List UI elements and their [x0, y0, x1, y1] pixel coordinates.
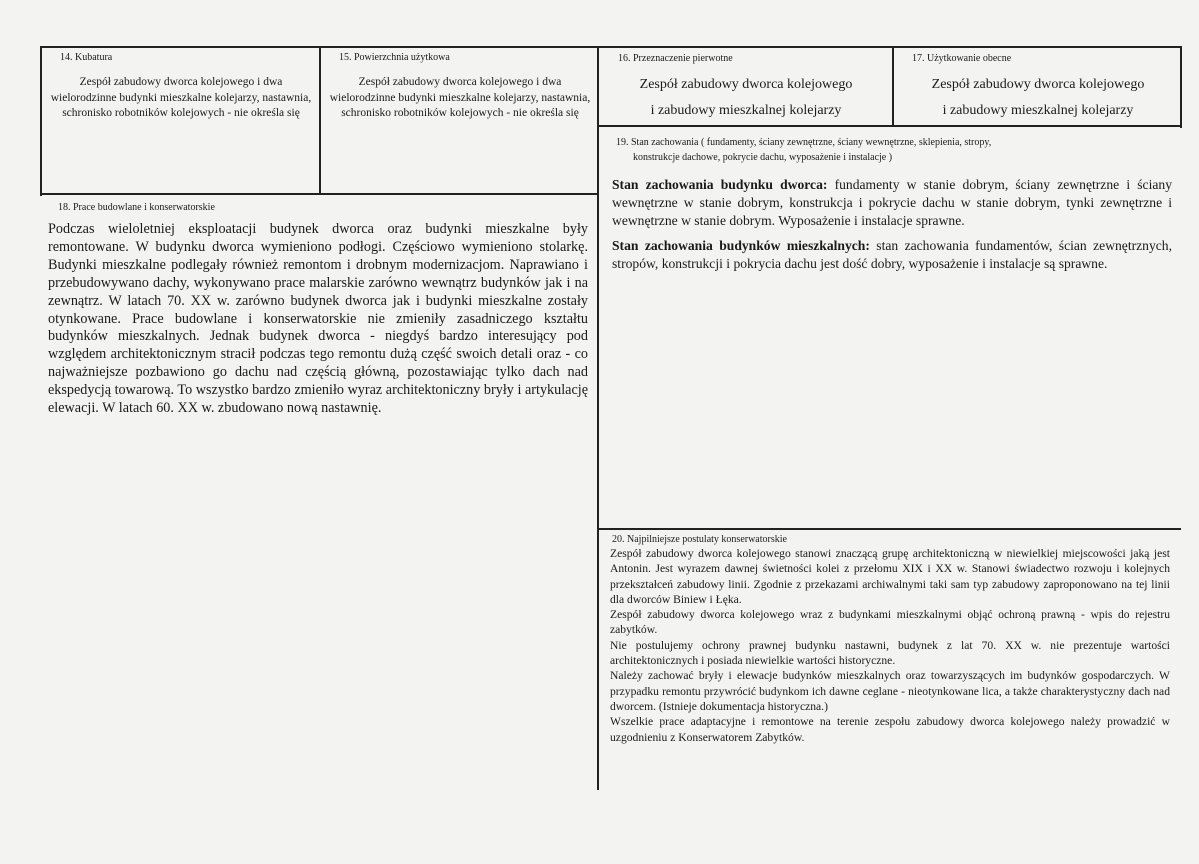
rule-col-main — [597, 46, 599, 790]
field-20-p4: Należy zachować bryły i elewacje budynków mieszkalnych oraz towarzyszących im budynków gospodarczych. W przypadku remontu przywrócić budynkom ich dawne ceglane - nieotynkowane lica, a także charakterystyczny dach nad dworcem. (Istnieje dokumentacja historyczna.) — [610, 669, 1170, 713]
field-20-text — [610, 546, 1170, 745]
rule-col-14-15 — [319, 46, 321, 195]
rule-row3-right — [598, 528, 1181, 530]
field-17-label: 17. Użytkowanie obecne — [912, 53, 1012, 64]
field-15-value: Zespół zabudowy dworca kolejowego i dwa wielorodzinne budynki mieszkalne kolejarzy, nastawnia, schronisko robotników kolejowych - nie określa się — [329, 76, 591, 119]
rule-col-16-17 — [892, 46, 894, 126]
field-19-label-line1: 19. Stan zachowania ( fundamenty, ściany zewnętrzne, ściany wewnętrzne, sklepienia, stropy, — [616, 137, 992, 148]
field-14-value: Zespół zabudowy dworca kolejowego i dwa wielorodzinne budynki mieszkalne kolejarzy, nastawnia, schronisko robotników kolejowych - nie określa się — [50, 76, 312, 119]
field-18-text: Podczas wieloletniej eksploatacji budynek dworca oraz budynki mieszkalne były remontowane. W budynku dworca wymieniono podłogi. Częściowo wymieniono stolarkę. Budynki mieszkalne podlegały również remontom i drobnym modernizacjom. Naprawiano i przebudowywano dachy, wykonywano prace malarskie zarówno wewnątrz budynków jak i na zewnątrz. W latach 70. XX w. zarówno budynek dworca jak i budynki mieszkalne zostały otynkowane. Prace budowlane i konserwatorskie nie zmieniły zasadniczego kształtu budynków mieszkalnych. Jednak budynek dworca - niegdyś bardzo interesujący pod względem architektonicznym stracił podczas tego remontu dużą część swoich detali oraz - co najważniejsze pozbawiono go dachu nad częścią główną, pozostawiając tylko dach nad ekspedycją towarową. To wszystko bardzo zmieniło wyraz architektoniczny bryły i artykulację elewacji. W latach 60. XX w. zbudowano nową nastawnię. — [48, 221, 588, 417]
field-17-value — [898, 72, 1178, 124]
field-17-line1: Zespół zabudowy dworca kolejowego — [931, 77, 1145, 92]
field-16-label: 16. Przeznaczenie pierwotne — [618, 53, 733, 64]
field-16-line1: Zespół zabudowy dworca kolejowego — [639, 77, 853, 92]
field-16-line2: i zabudowy mieszkalnej kolejarzy — [650, 103, 842, 118]
rule-right-edge — [1180, 46, 1182, 128]
rule-row1-right — [598, 125, 1181, 127]
field-20-p1: Zespół zabudowy dworca kolejowego stanowi znaczącą grupę architektoniczną w niewielkiej miejscowości jaką jest Antonin. Jest wyrazem dawnej świetności kolei z przełomu XIX i XX w. Stanowi świadectwo rozwoju i kolejnych przekształceń zabudowy linii. Zgodnie z przekazami archiwalnymi taki sam typ zabudowy zaproponowano na tej linii dla dworców Biniew i Łęka. — [610, 547, 1170, 606]
field-20-label: 20. Najpilniejsze postulaty konserwatorskie — [612, 534, 787, 545]
field-19-paragraph-housing — [612, 237, 1172, 273]
field-19-text — [612, 176, 1172, 281]
field-19-paragraph-station — [612, 176, 1172, 229]
rule-left-edge — [40, 46, 42, 196]
field-19-label-line2: konstrukcje dachowe, pokrycie dachu, wyposażenie i instalacje ) — [633, 152, 893, 163]
rule-top — [40, 46, 1181, 48]
field-19-p2-lead: Stan zachowania budynków mieszkalnych: — [612, 238, 870, 254]
field-15-label: 15. Powierzchnia użytkowa — [339, 52, 450, 63]
field-20-p2: Zespół zabudowy dworca kolejowego wraz z budynkami mieszkalnymi objąć ochroną prawną - wpis do rejestru zabytków. — [610, 608, 1170, 637]
field-16-value — [604, 72, 888, 124]
field-18-label: 18. Prace budowlane i konserwatorskie — [58, 202, 215, 213]
field-19-p1-text: fundamenty w stanie dobrym, ściany zewnętrzne i ściany wewnętrzne w stanie dobrym, konstrukcja i pokrycie dachu w stanie dobrym, tynki zewnętrzne i wewnętrzne w stanie dobrym. Wyposażenie i instalacje sprawne. — [612, 177, 1172, 228]
field-14-label: 14. Kubatura — [60, 52, 113, 63]
field-19-p1-lead: Stan zachowania budynku dworca: — [612, 177, 828, 192]
field-19-p2-text: stan zachowania fundamentów, ścian zewnętrznych, stropów, konstrukcji i pokrycia dachu jest dość dobry, wyposażenie i instalacje są sprawne. — [612, 238, 1172, 272]
field-17-line2: i zabudowy mieszkalnej kolejarzy — [942, 103, 1134, 118]
field-20-p3: Nie postulujemy ochrony prawnej budynku nastawni, budynek z lat 70. XX w. nie prezentuje wartości architektonicznych i posiada niewielkie wartości historyczne. — [610, 638, 1170, 668]
field-20-p5: Wszelkie prace adaptacyjne i remontowe na terenie zespołu zabudowy dworca kolejowego należy prowadzić w uzgodnieniu z Konserwatorem Zabytków. — [610, 715, 1170, 744]
